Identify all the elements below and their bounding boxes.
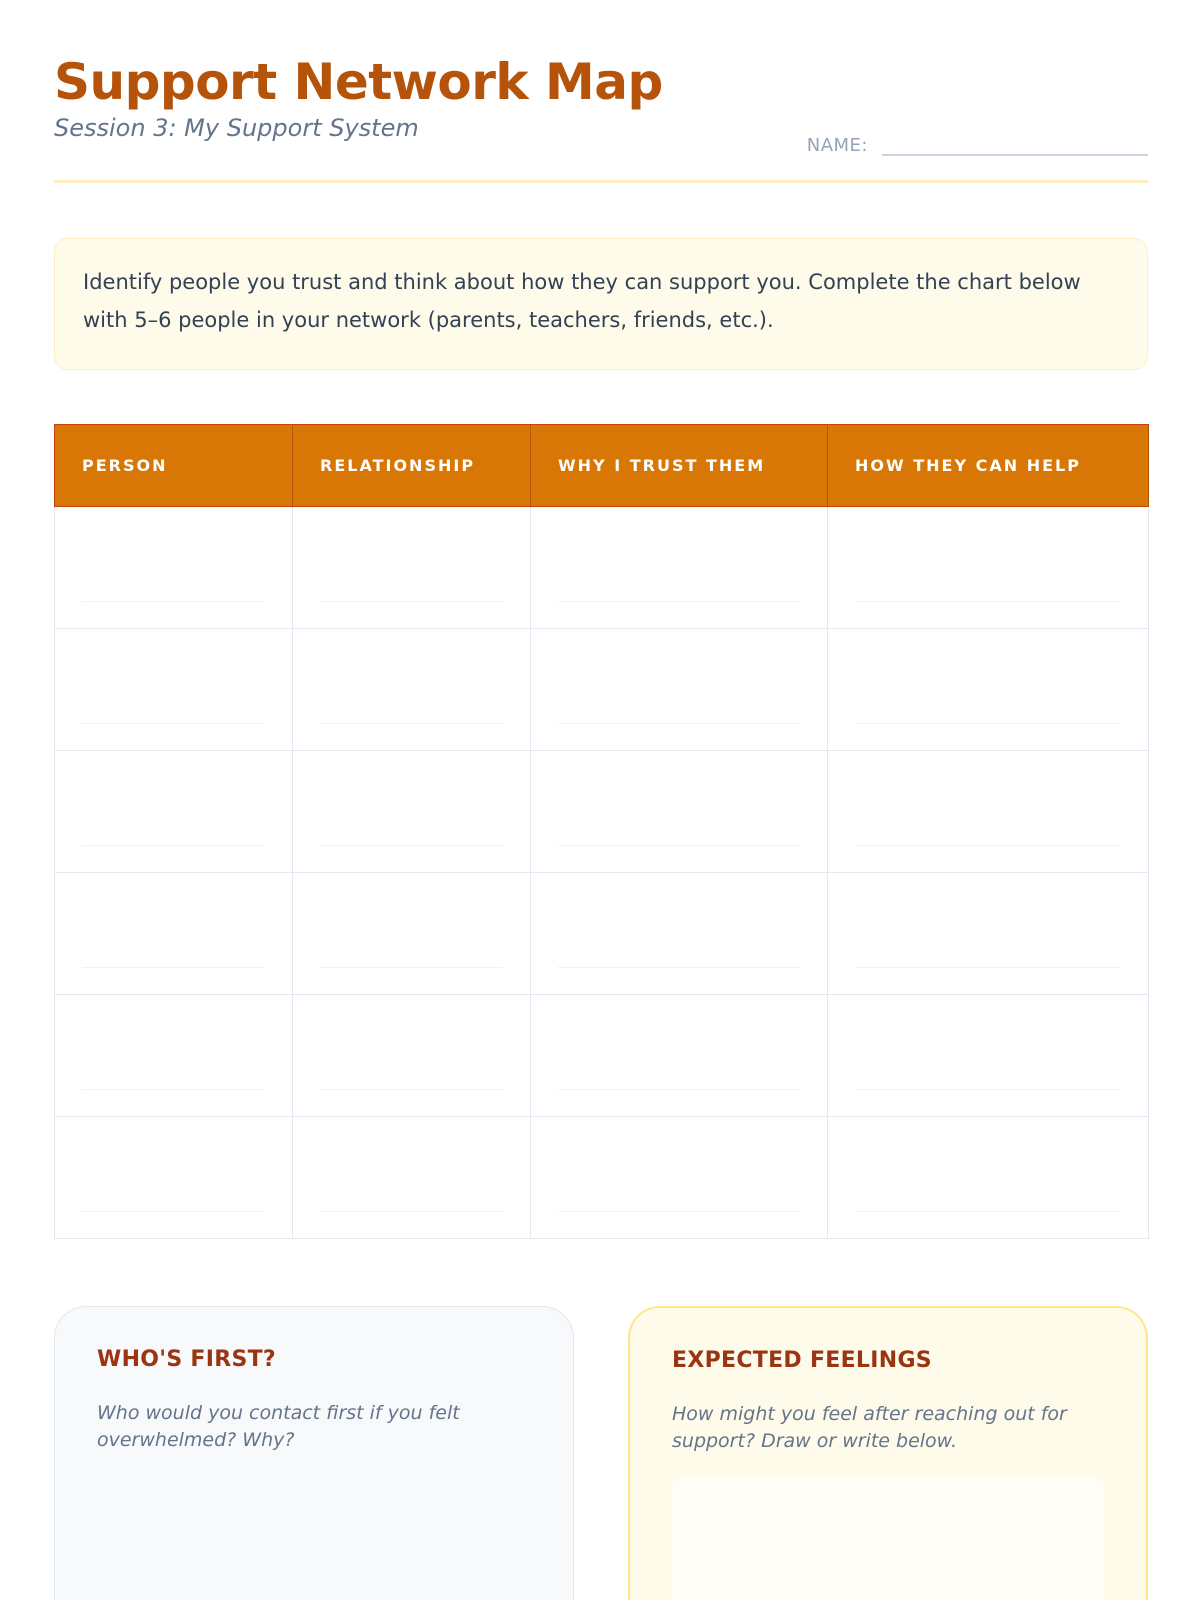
writing-line [82, 1182, 265, 1212]
name-field-group [807, 128, 1148, 156]
cell-person[interactable] [55, 507, 293, 629]
cell-relationship[interactable] [293, 629, 531, 751]
cell-relationship[interactable] [293, 995, 531, 1117]
writing-line [855, 694, 1121, 724]
writing-line [320, 1060, 503, 1090]
cell-why-trust[interactable] [531, 873, 828, 995]
writing-line [82, 816, 265, 846]
whos-first-card [54, 1306, 574, 1600]
cell-how-help[interactable] [828, 995, 1149, 1117]
drawing-area[interactable] [672, 1477, 1104, 1600]
cell-how-help[interactable] [828, 1117, 1149, 1239]
writing-line [558, 694, 800, 724]
writing-line [82, 694, 265, 724]
column-header-why-trust: WHY I TRUST THEM [531, 425, 828, 507]
expected-feelings-card [628, 1306, 1148, 1600]
cell-person[interactable] [55, 995, 293, 1117]
writing-line [320, 694, 503, 724]
writing-line [855, 572, 1121, 602]
cell-person[interactable] [55, 751, 293, 873]
worksheet-header [54, 52, 1148, 156]
writing-line [855, 938, 1121, 968]
header-divider [54, 180, 1148, 183]
cell-why-trust[interactable] [531, 1117, 828, 1239]
table-row [55, 629, 1149, 751]
table-row [55, 995, 1149, 1117]
table-row [55, 751, 1149, 873]
page-title: Support Network Map [54, 53, 663, 111]
table-body [55, 507, 1149, 1239]
writing-line [320, 938, 503, 968]
cell-how-help[interactable] [828, 629, 1149, 751]
page-subtitle: Session 3: My Support System [54, 114, 419, 142]
support-network-table [54, 424, 1149, 1239]
column-header-relationship: RELATIONSHIP [293, 425, 531, 507]
cell-why-trust[interactable] [531, 995, 828, 1117]
cell-person[interactable] [55, 629, 293, 751]
cell-relationship[interactable] [293, 751, 531, 873]
cell-person[interactable] [55, 873, 293, 995]
writing-line [82, 938, 265, 968]
cell-why-trust[interactable] [531, 751, 828, 873]
writing-line [558, 1060, 800, 1090]
instructions-box [54, 238, 1148, 370]
cell-person[interactable] [55, 1117, 293, 1239]
expected-feelings-prompt: How might you feel after reaching out for support? Draw or write below. [672, 1403, 1067, 1452]
column-header-person: PERSON [55, 425, 293, 507]
writing-line [558, 1182, 800, 1212]
writing-line [855, 816, 1121, 846]
writing-line [82, 1060, 265, 1090]
writing-line [558, 938, 800, 968]
instructions-text: Identify people you trust and think about how they can support you. Complete the chart below with 5–6 people in your network (parents, teachers, friends, etc.). [83, 270, 1081, 332]
writing-line [320, 816, 503, 846]
writing-line [320, 572, 503, 602]
name-field[interactable] [882, 128, 1148, 156]
writing-line [558, 572, 800, 602]
table-row [55, 507, 1149, 629]
cell-how-help[interactable] [828, 873, 1149, 995]
table-row [55, 873, 1149, 995]
whos-first-prompt: Who would you contact first if you felt overwhelmed? Why? [97, 1402, 460, 1451]
writing-line [855, 1182, 1121, 1212]
cell-how-help[interactable] [828, 507, 1149, 629]
table-row [55, 1117, 1149, 1239]
expected-feelings-title: EXPECTED FEELINGS [672, 1348, 932, 1373]
name-label: NAME: [806, 135, 868, 156]
table-header-row [55, 425, 1149, 507]
cell-relationship[interactable] [293, 873, 531, 995]
cell-relationship[interactable] [293, 507, 531, 629]
writing-line [855, 1060, 1121, 1090]
cell-how-help[interactable] [828, 751, 1149, 873]
whos-first-title: WHO'S FIRST? [97, 1347, 276, 1372]
column-header-how-help: HOW THEY CAN HELP [828, 425, 1149, 507]
cell-why-trust[interactable] [531, 629, 828, 751]
writing-line [82, 572, 265, 602]
cell-relationship[interactable] [293, 1117, 531, 1239]
writing-line [320, 1182, 503, 1212]
writing-line [558, 816, 800, 846]
cell-why-trust[interactable] [531, 507, 828, 629]
